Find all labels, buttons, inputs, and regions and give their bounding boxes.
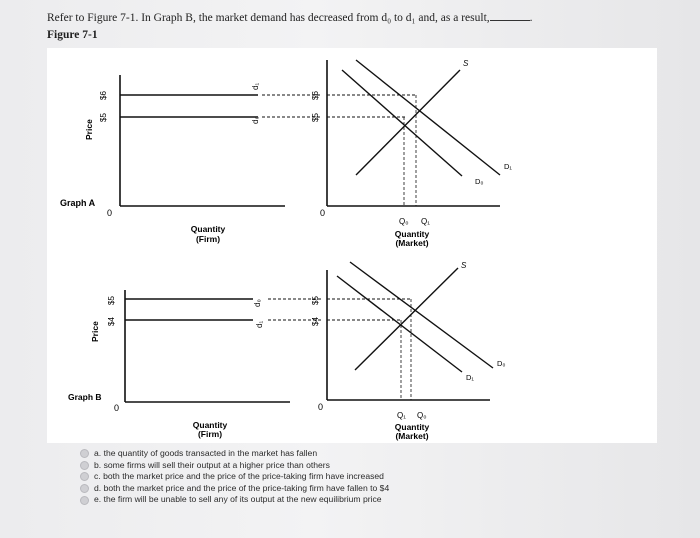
option-d-letter: d. bbox=[94, 482, 102, 493]
graph-b-firm-x-title-1: Quantity bbox=[192, 420, 228, 430]
graph-b-demand-d1-label: D₁ bbox=[466, 373, 474, 382]
graph-a-demand-d0-label: D₀ bbox=[475, 177, 484, 186]
option-b-text: some firms will sell their output at a higher price than others bbox=[103, 459, 330, 470]
graph-b-firm-x-title-2: (Firm) bbox=[197, 429, 223, 439]
option-d-text: both the market price and the price of the price-taking firm have fallen to $4 bbox=[103, 482, 390, 493]
graph-b-firm-price-4: $4 bbox=[107, 317, 116, 326]
graph-a-firm-origin: 0 bbox=[107, 208, 113, 218]
option-d[interactable] bbox=[80, 483, 389, 495]
graph-b-supply-label: S bbox=[461, 261, 467, 270]
graph-a-label: Graph A bbox=[60, 198, 96, 208]
graph-b-demand-d0-label: D₀ bbox=[497, 359, 506, 368]
graph-b-q0-label: Q₀ bbox=[417, 411, 427, 420]
graph-a-firm-x-title-1: Quantity bbox=[190, 224, 226, 234]
option-c-text: both the market price and the price of the price-taking firm have increased bbox=[103, 471, 384, 482]
graph-b-price-axis-title: Price bbox=[90, 321, 100, 342]
graph-a-market-x-title-1: Quantity bbox=[394, 229, 430, 239]
option-e-text: the firm will be unable to sell any of its output at the new equilibrium price bbox=[103, 494, 382, 505]
graph-b-q1-label: Q₁ bbox=[397, 411, 406, 420]
graph-a-q0-label: Q₀ bbox=[399, 217, 409, 226]
graph-a-demand-d1-label: D₁ bbox=[504, 162, 512, 171]
graph-b-d1-label: d₁ bbox=[255, 320, 264, 328]
figure-title: Figure 7-1 bbox=[47, 29, 98, 41]
graph-b-market-price-4: $4 bbox=[311, 317, 320, 326]
answer-options bbox=[80, 448, 389, 506]
graph-a-d0-label: d₀ bbox=[251, 116, 260, 124]
radio-e[interactable] bbox=[80, 496, 89, 505]
option-a-letter: a. bbox=[94, 448, 102, 458]
option-c[interactable] bbox=[80, 471, 389, 483]
figure-panel bbox=[47, 48, 657, 443]
radio-d[interactable] bbox=[80, 484, 89, 493]
question-stem: Refer to Figure 7-1. In Graph B, the market demand has decreased from d₀ to d₁ and, as a result, bbox=[47, 12, 490, 24]
graph-a-firm-price-5: $5 bbox=[99, 113, 108, 122]
option-b-letter: b. bbox=[94, 459, 102, 470]
graph-a-q1-label: Q₁ bbox=[421, 217, 430, 226]
graph-a-market-price-6: $6 bbox=[311, 91, 320, 100]
radio-c[interactable] bbox=[80, 472, 89, 481]
graph-b-market-origin: 0 bbox=[318, 402, 324, 412]
option-e-letter: e. bbox=[94, 494, 102, 505]
radio-b[interactable] bbox=[80, 461, 89, 470]
graph-b-market-price-5: $5 bbox=[311, 296, 320, 305]
graph-b-market-x-title-1: Quantity bbox=[394, 422, 430, 432]
graph-b-label: Graph B bbox=[68, 392, 102, 402]
graph-b-market-x-title-2: (Market) bbox=[395, 431, 429, 441]
graph-a-d1-label: d₁ bbox=[251, 82, 260, 90]
graph-a-market-price-5: $5 bbox=[311, 113, 320, 122]
option-c-letter: c. bbox=[94, 471, 101, 482]
graph-b-firm-origin: 0 bbox=[114, 403, 120, 413]
option-b[interactable] bbox=[80, 460, 389, 472]
graph-a-market-x-title-2: (Market) bbox=[395, 238, 429, 248]
graph-a-firm-x-title-2: (Firm) bbox=[195, 234, 221, 244]
radio-a[interactable] bbox=[80, 449, 89, 458]
question-text: Refer to Figure 7-1. In Graph B, the market demand has decreased from d₀ to d₁ and, as a result, . bbox=[47, 12, 533, 24]
graph-b-firm-price-5: $5 bbox=[107, 296, 116, 305]
option-e[interactable] bbox=[80, 494, 389, 506]
option-a-text: the quantity of goods transacted in the market has fallen bbox=[103, 448, 318, 458]
graph-b-d0-label: d₀ bbox=[253, 299, 262, 307]
graph-a-supply-label: S bbox=[463, 59, 469, 68]
graph-a-price-axis-title: Price bbox=[84, 119, 94, 140]
graph-a-firm-price-6: $6 bbox=[99, 91, 108, 100]
graph-a-market-origin: 0 bbox=[320, 208, 326, 218]
option-a[interactable] bbox=[80, 448, 389, 460]
